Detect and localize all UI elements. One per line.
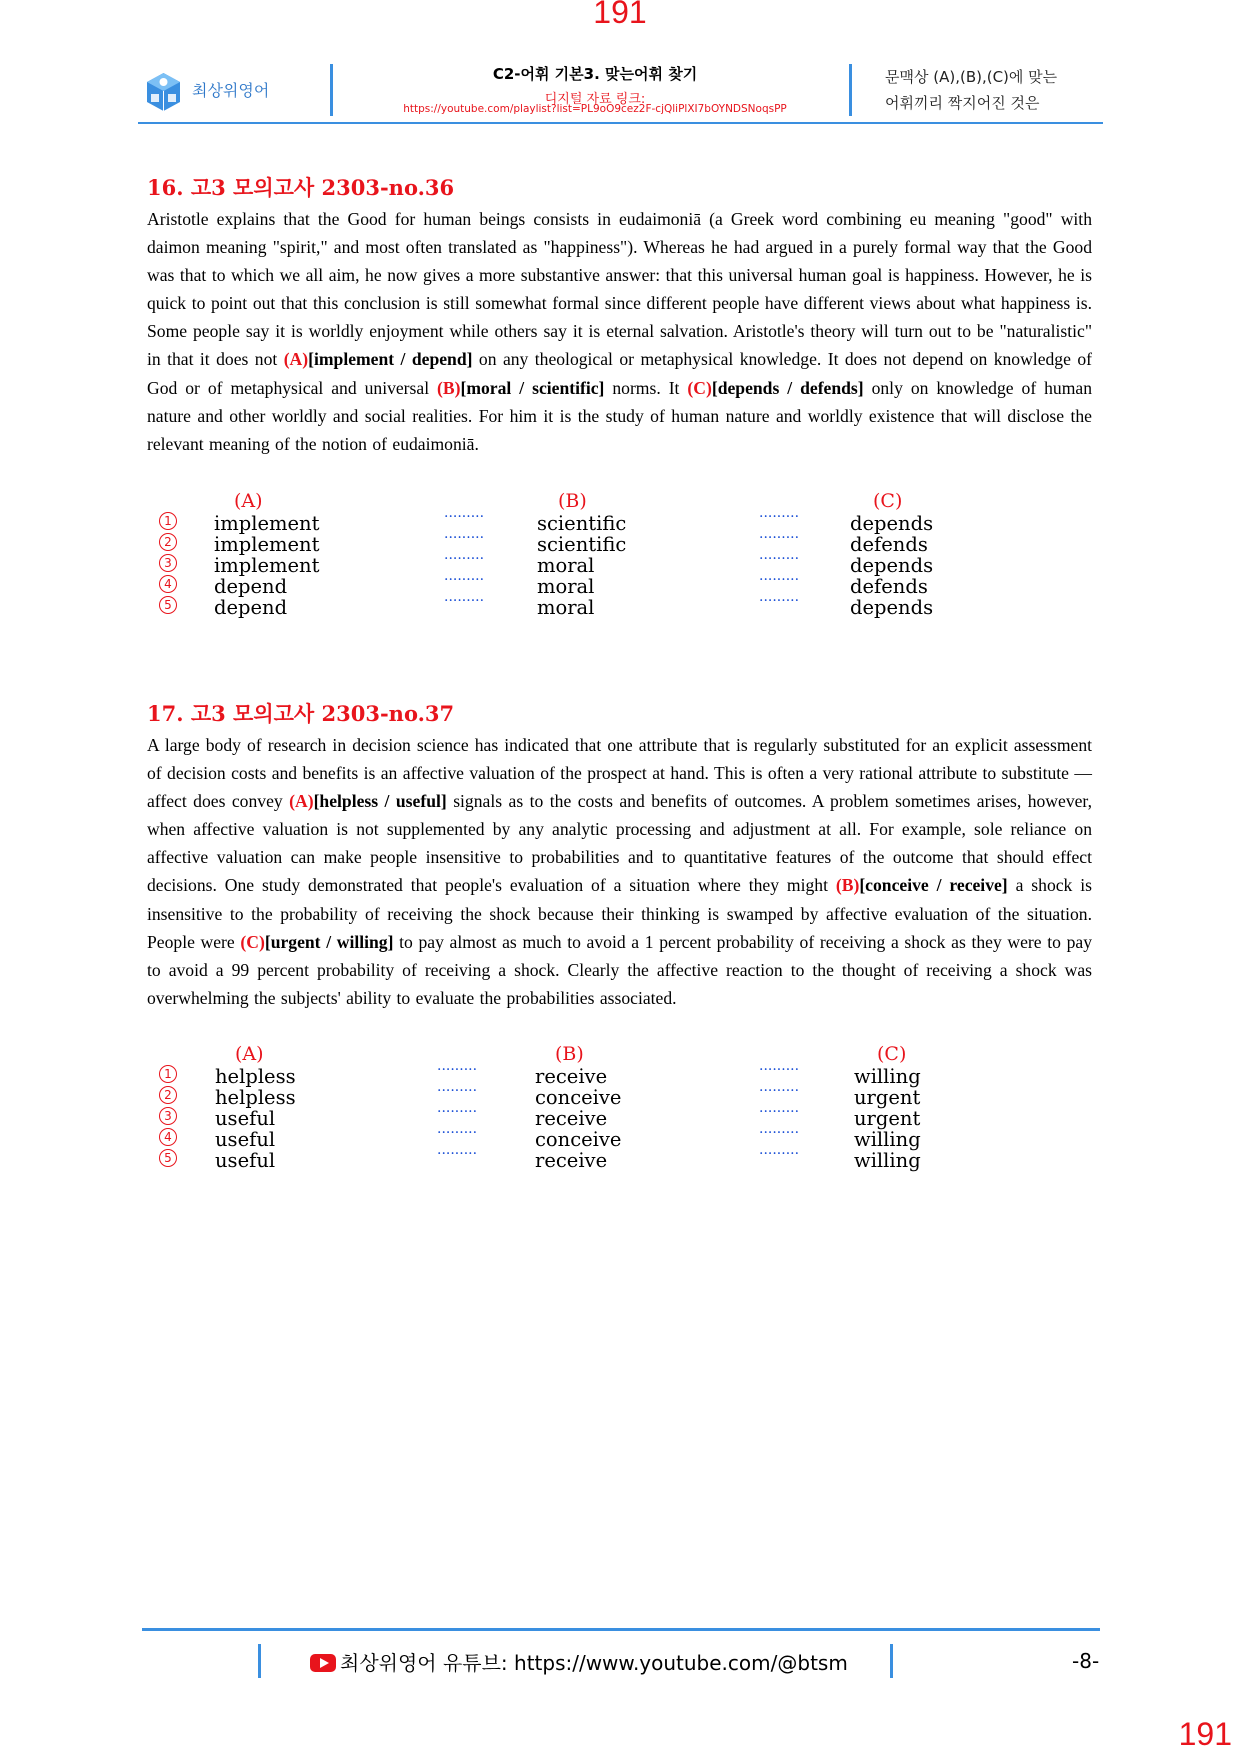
dot-leader: ·········	[759, 1062, 800, 1078]
header-title: C2-어휘 기본3. 맞는어휘 찾기	[492, 65, 698, 83]
question-17-passage	[147, 731, 1092, 1012]
option-number: 4	[159, 1128, 177, 1146]
option-word-a: useful	[215, 1107, 276, 1130]
passage-text: a shock is insensitive to the probability of receiving the shock because their thinking is swamped by affective evaluation of the situation. People were	[147, 875, 1092, 952]
footer-rule	[142, 1628, 1100, 1631]
dot-leader: ·········	[759, 509, 800, 525]
option-word-c: urgent	[854, 1086, 921, 1109]
option-word-c: depends	[850, 554, 934, 577]
option-word-a: useful	[215, 1149, 276, 1172]
blank-choice-b: [conceive / receive]	[859, 875, 1008, 896]
blank-marker-b: (B)	[437, 377, 461, 398]
header-rule	[138, 122, 1103, 124]
blank-marker-a: (A)	[289, 791, 314, 812]
dot-leader: ·········	[759, 1083, 800, 1099]
option-word-c: willing	[854, 1128, 921, 1151]
option-word-b: conceive	[535, 1128, 622, 1151]
option-word-a: depend	[214, 575, 288, 598]
column-header-a: (A)	[234, 490, 263, 512]
option-word-b: moral	[537, 596, 595, 619]
answer-option-5[interactable]	[147, 593, 967, 619]
passage-text: norms. It	[604, 377, 688, 398]
blank-choice-b: [moral / scientific]	[460, 377, 605, 398]
option-word-b: moral	[537, 554, 595, 577]
column-header-b: (B)	[555, 1043, 584, 1065]
dot-leader: ·········	[444, 572, 485, 588]
blank-choice-c: [depends / defends]	[711, 377, 864, 398]
option-number: 1	[159, 1065, 177, 1083]
options-header	[147, 1043, 967, 1065]
passage-text: Aristotle explains that the Good for human beings consists in eudaimoniā (a Greek word combining eu meaning "good" with daimon meaning "spirit," and most often translated as "happiness"). Whereas he had argued in a purely formal way that the Good was that to which we all aim, he now gives a more substantive answer: that this universal human goal is happiness. However, he is quick to point out that this conclusion is still somewhat formal since different people have different views about what happiness is. Some people say it is worldly enjoyment while others say it is eternal salvation. Aristotle's theory will turn out to be "naturalistic" in that it does not	[147, 209, 1092, 370]
blank-marker-c: (C)	[687, 377, 712, 398]
header-description-line: 어휘끼리 짝지어진 것은	[885, 94, 1040, 112]
answer-option-3[interactable]	[147, 551, 967, 577]
footer-divider	[258, 1644, 261, 1678]
brand-logo-icon	[145, 72, 182, 112]
answer-option-1[interactable]	[147, 1062, 967, 1088]
blank-choice-c: [urgent / willing]	[264, 931, 394, 952]
option-word-a: implement	[214, 512, 320, 535]
header-description-line: 문맥상 (A),(B),(C)에 맞는	[885, 68, 1058, 86]
passage-text: only on knowledge of human nature and other worldly and social realities. For him it is the study of human nature and worldly existence that will disclose the relevant meaning of the notion of eudaimoniā.	[147, 377, 1093, 454]
option-word-c: defends	[850, 533, 928, 556]
passage-text: on any theological or metaphysical knowledge. It does not depend on knowledge of God or of metaphysical and universal	[147, 349, 1092, 398]
header-divider	[330, 64, 333, 116]
column-header-c: (C)	[877, 1043, 907, 1065]
youtube-icon	[310, 1654, 336, 1672]
option-number: 2	[159, 1086, 177, 1104]
blank-choice-a: [helpless / useful]	[313, 791, 447, 812]
dot-leader: ·········	[759, 572, 800, 588]
option-number: 5	[159, 1149, 177, 1167]
dot-leader: ·········	[437, 1146, 478, 1162]
header-description	[885, 64, 1095, 116]
option-word-b: moral	[537, 575, 595, 598]
option-word-a: helpless	[215, 1086, 296, 1109]
option-word-a: implement	[214, 554, 320, 577]
option-word-c: depends	[850, 596, 934, 619]
question-16-options	[147, 490, 967, 617]
footer-divider	[890, 1644, 893, 1678]
page-number-bottom: 191	[1178, 1716, 1232, 1752]
dot-leader: ·········	[444, 593, 485, 609]
option-word-b: scientific	[537, 512, 627, 535]
option-number: 2	[159, 533, 177, 551]
option-word-b: receive	[535, 1149, 608, 1172]
answer-option-1[interactable]	[147, 509, 967, 535]
blank-marker-a: (A)	[283, 349, 309, 370]
answer-option-4[interactable]	[147, 572, 967, 598]
option-word-a: implement	[214, 533, 320, 556]
dot-leader: ·········	[437, 1083, 478, 1099]
dot-leader: ·········	[437, 1125, 478, 1141]
option-word-b: scientific	[537, 533, 627, 556]
option-word-b: conceive	[535, 1086, 622, 1109]
answer-option-2[interactable]	[147, 1083, 967, 1109]
blank-choice-a: [implement / depend]	[308, 349, 473, 370]
option-number: 3	[159, 1107, 177, 1125]
dot-leader: ·········	[759, 593, 800, 609]
passage-text: to pay almost as much to avoid a 1 percent probability of receiving a shock as they were to pay to avoid a 99 percent probability of receiving a shock. Clearly the affective reaction to the thought of receiving a shock was overwhelming the subjects' ability to evaluate the probabilities associated.	[147, 931, 1092, 1008]
dot-leader: ·········	[759, 530, 800, 546]
option-word-c: willing	[854, 1065, 921, 1088]
answer-option-4[interactable]	[147, 1125, 967, 1151]
answer-option-3[interactable]	[147, 1104, 967, 1130]
column-header-c: (C)	[873, 490, 903, 512]
option-word-a: helpless	[215, 1065, 296, 1088]
column-header-b: (B)	[558, 490, 587, 512]
footer-youtube-link[interactable]	[310, 1647, 848, 1676]
option-word-c: urgent	[854, 1107, 921, 1130]
passage-text: A large body of research in decision science has indicated that one attribute that is regularly substituted for an explicit assessment of decision costs and benefits is an affective valuation of the prospect at hand. This is often a very rational attribute to substitute — affect does convey	[147, 735, 1092, 812]
dot-leader: ·········	[759, 1125, 800, 1141]
option-number: 3	[159, 554, 177, 572]
footer-page-number: -8-	[1072, 1649, 1100, 1673]
dot-leader: ·········	[437, 1104, 478, 1120]
options-header	[147, 490, 967, 512]
footer-text: 최상위영어 유튜브: https://www.youtube.com/@btsm	[340, 1651, 848, 1675]
answer-option-5[interactable]	[147, 1146, 967, 1172]
dot-leader: ·········	[444, 509, 485, 525]
dot-leader: ·········	[444, 530, 485, 546]
dot-leader: ·········	[444, 551, 485, 567]
option-word-c: defends	[850, 575, 928, 598]
dot-leader: ·········	[759, 1104, 800, 1120]
option-word-c: willing	[854, 1149, 921, 1172]
question-17-title: 17. 고3 모의고사 2303-no.37	[147, 701, 455, 726]
header-subtitle: 디지털 자료 링크:	[544, 92, 646, 107]
option-word-b: receive	[535, 1065, 608, 1088]
dot-leader: ·········	[759, 1146, 800, 1162]
option-word-b: receive	[535, 1107, 608, 1130]
header-link[interactable]: https://youtube.com/playlist?list=PL9oO9cez2F-cjQliPlXI7bOYNDSNoqsPP	[403, 103, 787, 115]
question-16-title: 16. 고3 모의고사 2303-no.36	[147, 175, 455, 200]
option-word-a: depend	[214, 596, 288, 619]
option-number: 1	[159, 512, 177, 530]
dot-leader: ·········	[759, 551, 800, 567]
dot-leader: ·········	[437, 1062, 478, 1078]
option-word-c: depends	[850, 512, 934, 535]
blank-marker-c: (C)	[240, 931, 265, 952]
answer-option-2[interactable]	[147, 530, 967, 556]
blank-marker-b: (B)	[835, 875, 860, 896]
header-divider	[849, 64, 852, 116]
column-header-a: (A)	[235, 1043, 264, 1065]
question-17-options	[147, 1043, 967, 1170]
question-16-passage	[147, 205, 1092, 458]
option-number: 4	[159, 575, 177, 593]
brand-name: 최상위영어	[192, 81, 270, 100]
page-number-top: 191	[593, 0, 647, 30]
option-word-a: useful	[215, 1128, 276, 1151]
passage-text: signals as to the costs and benefits of outcomes. A problem sometimes arises, however, when affective valuation is not supplemented by any analytic processing and adjustment at all. For example, sole reliance on affective valuation can make people insensitive to probabilities and to quantitative features of the outcome that should effect decisions. One study demonstrated that people's evaluation of a situation where they might	[147, 791, 1092, 896]
option-number: 5	[159, 596, 177, 614]
